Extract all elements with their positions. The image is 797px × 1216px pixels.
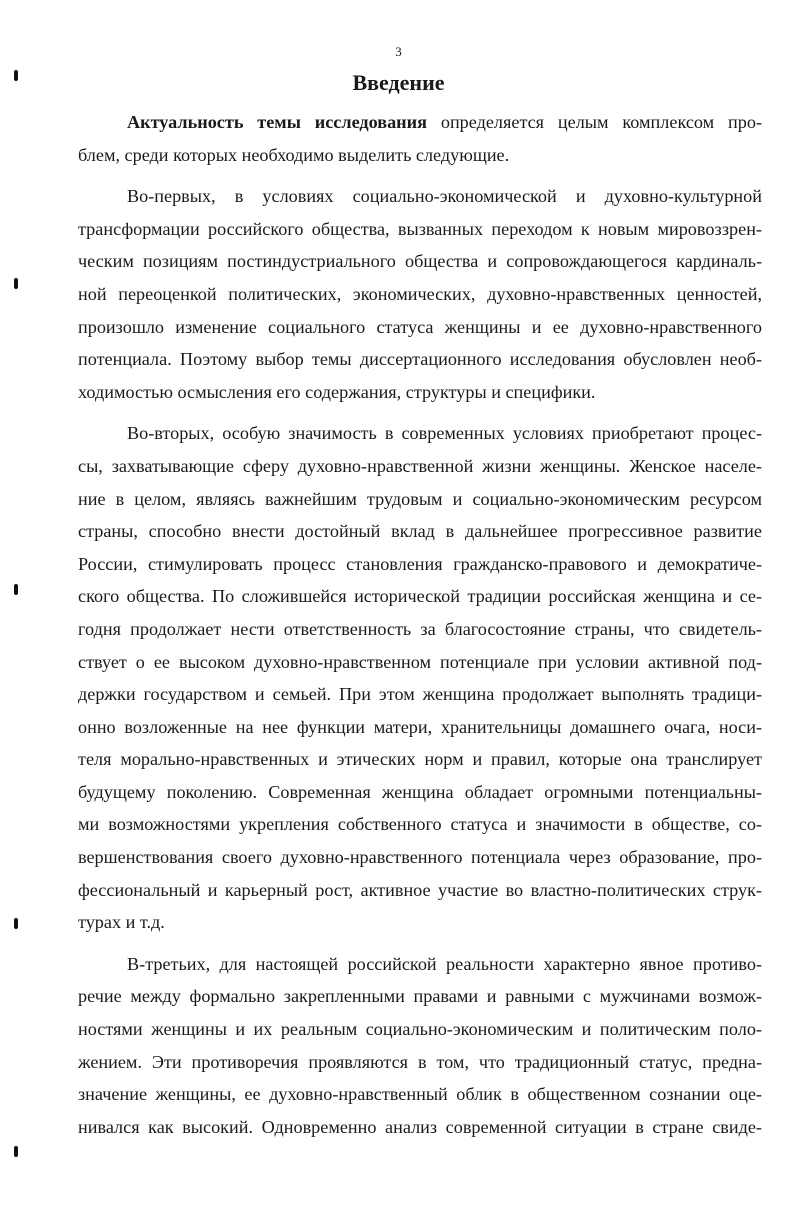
text-line: годня продолжает нести ответственность за благосостояние страны, что свидетель- [78,618,762,639]
text-line: ной переоценкой политических, экономических, духовно-нравственных ценностей, [78,283,762,304]
scan-margin-mark [14,918,18,929]
text-line: ми возможностями укрепления собственного статуса и значимости в обществе, со- [78,814,762,835]
text-line: Во-первых, в условиях социально-экономической и духовно-культурной [127,186,762,207]
text-line: онно возложенные на нее функции матери, хранительницы домашнего очага, носи- [78,716,762,737]
text-line: речие между формально закрепленными правами и равными с мужчинами возмож- [78,986,762,1007]
text-line: ние в целом, являясь важнейшим трудовым и социально-экономическим ресурсом [78,488,762,509]
text-line: блем, среди которых необходимо выделить следующие. [78,144,510,165]
text-line: ствует о ее высоком духовно-нравственном потенциале при условии активной под- [78,651,762,672]
text-line: теля морально-нравственных и этических норм и правил, которые она транслирует [78,749,762,770]
page-title: Введение [352,70,445,95]
page-number: 3 [395,44,402,59]
text-line: жением. Эти противоречия проявляются в том, что традиционный статус, предна- [78,1051,762,1072]
text-line: ходимостью осмысления его содержания, структуры и специфики. [78,381,596,402]
scan-margin-mark [14,70,18,81]
text-line: России, стимулировать процесс становления гражданско-правового и демократиче- [78,553,762,574]
text-line: держки государством и семьей. При этом женщина продолжает выполнять традици- [78,684,762,705]
text-line: фессиональный и карьерный рост, активное участие во властно-политических струк- [78,879,762,900]
relevance-term: Актуальность темы исследования [127,112,427,132]
text-line: ского общества. По сложившейся исторической традиции российская женщина и се- [78,586,762,607]
text-line: ческим позициям постиндустриального общества и сопровождающегося кардиналь- [78,251,762,272]
scan-margin-mark [14,1146,18,1157]
body-text [78,106,762,1143]
text-line: значение женщины, ее духовно-нравственный облик в общественном сознании оце- [78,1084,762,1105]
text-line: нивался как высокий. Одновременно анализ современной ситуации в стране свиде- [78,1116,762,1137]
text-line: произошло изменение социального статуса женщины и ее духовно-нравственного [78,316,762,337]
text-line: вершенствования своего духовно-нравственного потенциала через образование, про- [78,847,762,868]
text-line: турах и т.д. [78,912,165,933]
text-line: трансформации российского общества, вызванных переходом к новым мировоззрен- [78,218,762,239]
scan-margin-mark [14,278,18,289]
text-line: будущему поколению. Современная женщина обладает огромными потенциальны- [78,781,762,802]
text-line: ностями женщины и их реальным социально-экономическим и политическим поло- [78,1019,762,1040]
scan-margin-mark [14,584,18,595]
text-line: В-третьих, для настоящей российской реальности характерно явное противо- [127,953,762,974]
text-line: страны, способно внести достойный вклад в дальнейшее прогрессивное развитие [78,521,762,542]
text-line: потенциала. Поэтому выбор темы диссертационного исследования обусловлен необ- [78,349,762,370]
text-line: Актуальность темы исследования определяется целым комплексом про- [127,112,762,132]
text-line: Во-вторых, особую значимость в современных условиях приобретают процес- [127,423,762,444]
text-line: сы, захватывающие сферу духовно-нравственной жизни женщины. Женское населе- [78,455,762,476]
